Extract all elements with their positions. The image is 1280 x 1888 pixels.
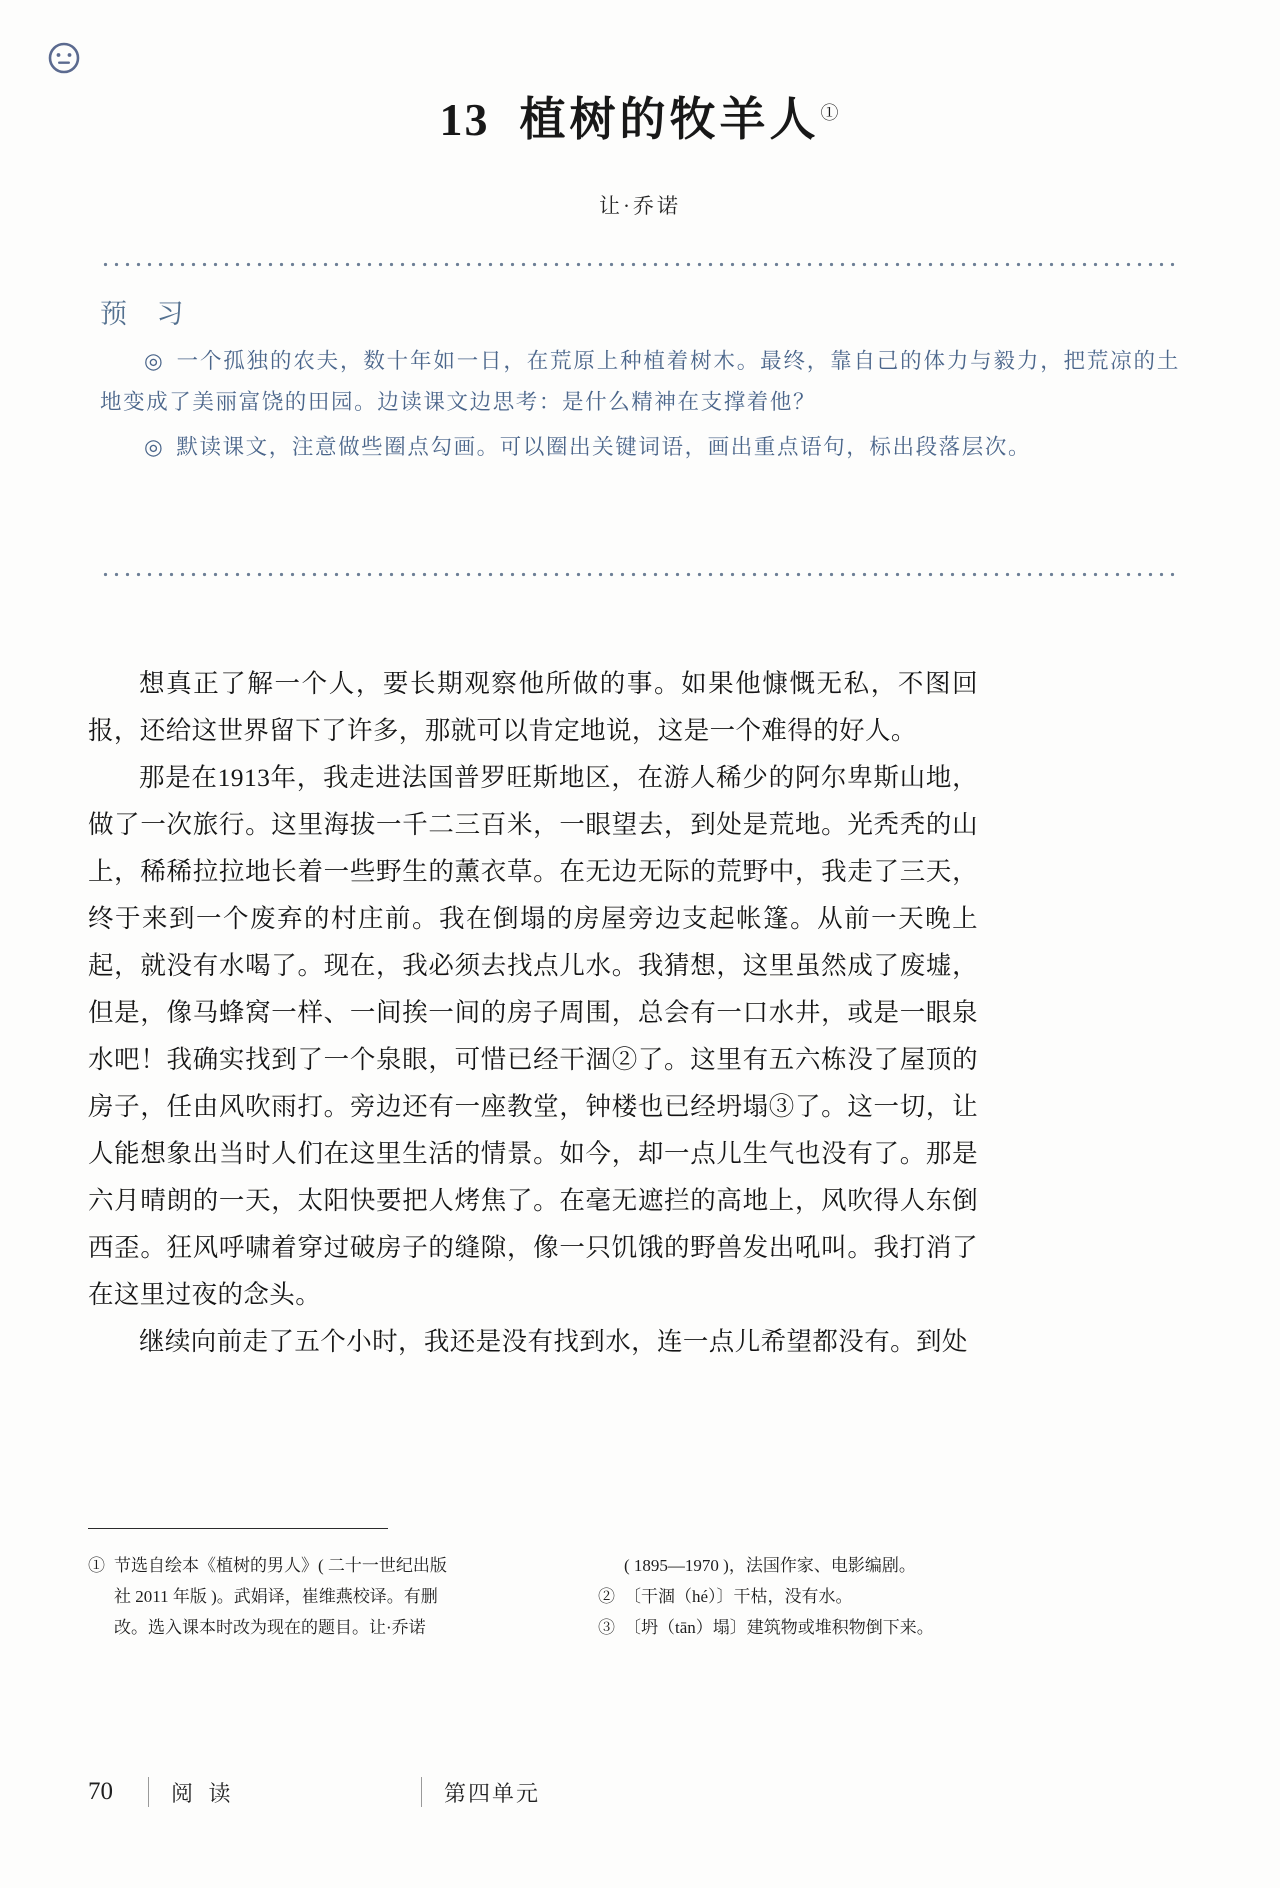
lesson-number: 13 — [439, 94, 490, 145]
footer-unit-label: 第四单元 — [444, 1780, 541, 1806]
footnote-section — [88, 1550, 1088, 1643]
author-name: 让·乔诺 — [599, 194, 681, 218]
title-footnote-marker: ① — [820, 102, 841, 123]
body-paragraph: 那是在1913年，我走进法国普罗旺斯地区，在游人稀少的阿尔卑斯山地，做了一次旅行。这里海拔一千二三百米，一眼望去，到处是荒地。光秃秃的山上，稀稀拉拉地长着一些野生的薰衣草。在无边无际的荒野中，我走了三天，终于来到一个废弃的村庄前。我在倒塌的房屋旁边支起帐篷。从前一天晚上起，就没有水喝了。现在，我必须去找点儿水。我猜想，这里虽然成了废墟，但是，像马蜂窝一样、一间挨一间的房子周围，总会有一口水井，或是一眼泉水吧！我确实找到了一个泉眼，可惜已经干涸②了。这里有五六栋没了屋顶的房子，任由风吹雨打。旁边还有一座教堂，钟楼也已经坍塌③了。这一切，让人能想象出当时人们在这里生活的情景。如今，却一点儿生气也没有了。那是六月晴朗的一天，太阳快要把人烤焦了。在毫无遮拦的高地上，风吹得人东倒西歪。狂风呼啸着穿过破房子的缝隙，像一只饥饿的野兽发出吼叫。我打消了在这里过夜的念头。 — [88, 763, 978, 1309]
smiley-face-icon — [46, 40, 82, 76]
footnote-column-left — [88, 1550, 558, 1643]
page-title — [0, 92, 1280, 147]
preview-bullet-icon: ◎ — [144, 435, 165, 459]
footnote-divider — [88, 1528, 388, 1529]
preview-heading: 预 习 — [100, 299, 195, 329]
footnote-column-right — [598, 1550, 1068, 1643]
preview-item-text: 默读课文，注意做些圈点勾画。可以圈出关键词语，画出重点语句，标出段落层次。 — [176, 435, 1032, 459]
footnote-item — [598, 1550, 1068, 1581]
preview-bullet-icon: ◎ — [144, 349, 165, 373]
preview-section — [100, 292, 1180, 468]
page-footer — [88, 1770, 1088, 1814]
footnote-line: 改。选入课本时改为现在的题目。让·乔诺 — [114, 1618, 426, 1637]
footer-divider — [148, 1777, 149, 1807]
footnote-line: ( 1895—1970 )，法国作家、电影编剧。 — [624, 1556, 916, 1575]
body-paragraph: 继续向前走了五个小时，我还是没有找到水，连一点儿希望都没有。到处 — [139, 1327, 968, 1356]
footnote-item — [598, 1612, 1068, 1643]
lesson-title-text: 植树的牧羊人 — [519, 94, 820, 145]
footer-section-label: 阅 读 — [171, 1780, 236, 1806]
footnote-item — [88, 1612, 558, 1643]
footnote-item — [88, 1550, 558, 1581]
lesson-body — [88, 660, 978, 1365]
body-paragraph: 想真正了解一个人，要长期观察他所做的事。如果他慷慨无私，不图回报，还给这世界留下了许多，那就可以肯定地说，这是一个难得的好人。 — [88, 669, 978, 745]
footnote-line: 节选自绘本《植树的男人》( 二十一世纪出版 — [114, 1556, 447, 1575]
preview-bottom-divider — [100, 572, 1180, 577]
footnote-item — [88, 1581, 558, 1612]
preview-top-divider — [100, 262, 1180, 267]
footer-divider — [421, 1777, 422, 1807]
footnote-line: 〔干涸（hé）〕干枯，没有水。 — [624, 1587, 853, 1606]
footnote-marker: ① — [88, 1556, 105, 1575]
footnote-line: 〔坍（tān）塌〕建筑物或堆积物倒下来。 — [624, 1618, 934, 1637]
page-number: 70 — [88, 1778, 113, 1805]
footnote-item — [598, 1581, 1068, 1612]
preview-item — [100, 427, 1180, 468]
preview-item-text: 一个孤独的农夫，数十年如一日，在荒原上种植着树木。最终，靠自己的体力与毅力，把荒凉的土地变成了美丽富饶的田园。边读课文边思考：是什么精神在支撑着他？ — [100, 349, 1180, 414]
footnote-marker: ② — [598, 1587, 615, 1606]
footnote-marker: ③ — [598, 1618, 615, 1637]
footnote-line: 社 2011 年版 )。武娟译，崔维燕校译。有删 — [114, 1587, 438, 1606]
preview-item — [100, 341, 1180, 423]
